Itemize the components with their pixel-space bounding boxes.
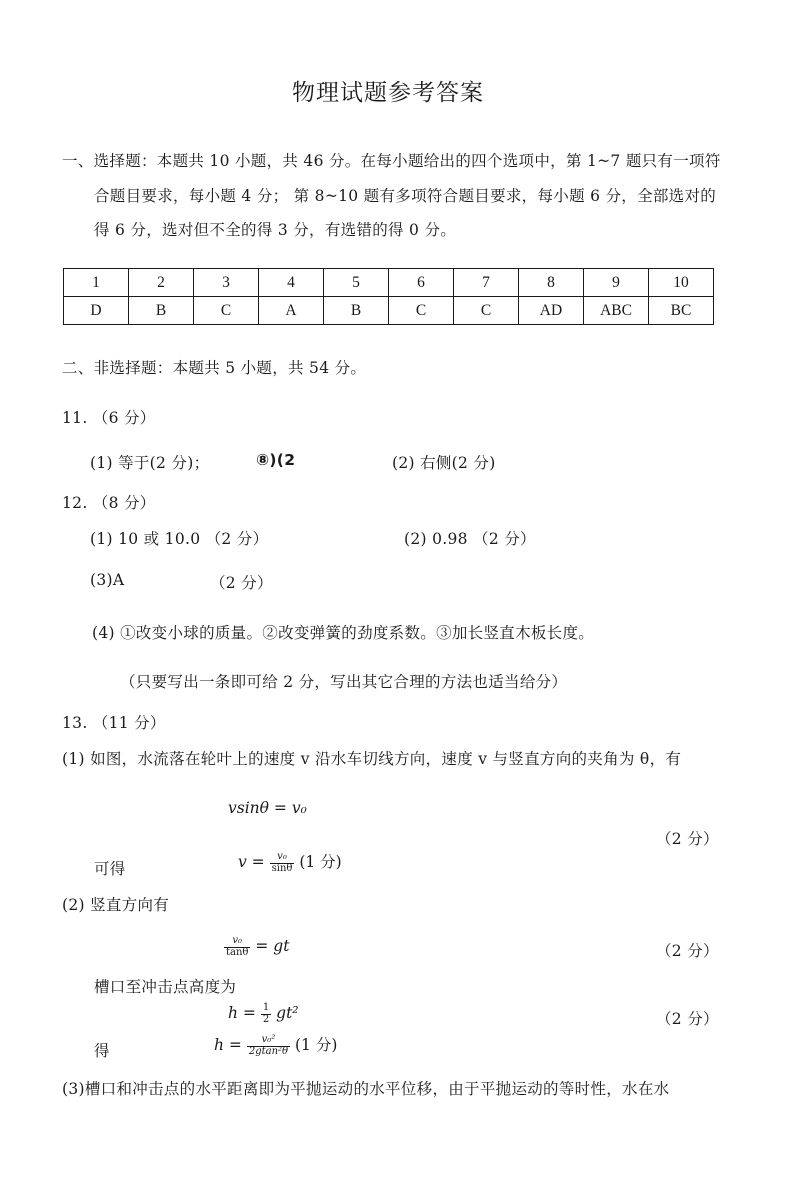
eq5-denominator: 2gtan²θ xyxy=(248,1045,289,1057)
q12-part3-label: (3)A xyxy=(90,571,125,589)
question-number: 8 xyxy=(519,269,584,297)
q13-part1: (1) 如图，水流落在轮叶上的速度 v 沿水车切线方向，速度 v 与竖直方向的夹角为 θ，有 xyxy=(62,750,682,768)
eq4-numerator: 1 xyxy=(262,1002,270,1013)
answer-table xyxy=(63,268,714,325)
q12-part4: (4) ①改变小球的质量。②改变弹簧的劲度系数。③加长竖直木板长度。 xyxy=(92,624,595,642)
eq3-denominator: tanθ xyxy=(226,946,249,958)
q11-part1: (1) 等于(2 分)； xyxy=(90,454,210,472)
section1-line1: 一、选择题：本题共 10 小题，共 46 分。在每小题给出的四个选项中，第 1~7 题只有一项符 xyxy=(62,152,721,170)
question-number: 6 xyxy=(389,269,454,297)
q11-part1-garbled: ⑧)(2 xyxy=(256,451,296,469)
answer-cell: ABC xyxy=(584,297,649,325)
eq3-rhs: = gt xyxy=(255,937,290,955)
eq5-numerator: v₀² xyxy=(247,1035,290,1047)
q13-equation-4 xyxy=(228,1003,299,1025)
answer-table-number-row xyxy=(64,269,714,297)
section1-line2: 合题目要求，每小题 4 分； 第 8~10 题有多项符合题目要求，每小题 6 分，全部选对的 xyxy=(94,187,717,205)
q13-caokou-label: 槽口至冲击点高度为 xyxy=(94,978,237,996)
q13-part2: (2) 竖直方向有 xyxy=(62,896,170,914)
q13-part3: (3)槽口和冲击点的水平距离即为平抛运动的水平位移，由于平抛运动的等时性，水在水 xyxy=(62,1080,670,1098)
q13-kede-label: 可得 xyxy=(94,860,126,878)
page-title: 物理试题参考答案 xyxy=(292,80,484,106)
q13-equation-5 xyxy=(214,1033,337,1057)
answer-table-answer-row xyxy=(64,297,714,325)
answer-cell: B xyxy=(129,297,194,325)
section1-line3: 得 6 分，选对但不全的得 3 分，有选错的得 0 分。 xyxy=(94,221,457,239)
eq4-denominator: 2 xyxy=(262,1013,270,1025)
eq4-fraction xyxy=(261,1003,271,1025)
question-number: 4 xyxy=(259,269,324,297)
q12-part1: (1) 10 或 10.0 （2 分） xyxy=(90,530,269,548)
question-number: 2 xyxy=(129,269,194,297)
q12-part2: (2) 0.98 （2 分） xyxy=(404,530,536,548)
answer-cell: BC xyxy=(649,297,714,325)
q13-score-eq1: （2 分） xyxy=(656,830,719,848)
answer-cell: A xyxy=(259,297,324,325)
question-number: 7 xyxy=(454,269,519,297)
answer-cell: AD xyxy=(519,297,584,325)
eq2-denominator: sinθ xyxy=(271,862,293,874)
eq3-numerator: v₀ xyxy=(224,936,250,948)
eq2-lhs: v = xyxy=(238,853,265,871)
eq5-fraction xyxy=(247,1035,290,1057)
answer-cell: C xyxy=(194,297,259,325)
q12-heading: 12. （8 分） xyxy=(62,494,156,512)
eq2-fraction xyxy=(270,852,295,874)
q11-part2: (2) 右侧(2 分) xyxy=(392,454,496,472)
q13-score-eq3: （2 分） xyxy=(656,942,719,960)
eq5-lhs: h = xyxy=(214,1036,242,1054)
question-number: 1 xyxy=(64,269,129,297)
eq2-score: (1 分) xyxy=(299,853,342,871)
q13-equation-2 xyxy=(238,850,342,874)
answer-cell: C xyxy=(389,297,454,325)
eq4-lhs: h = xyxy=(228,1004,256,1022)
question-number: 10 xyxy=(649,269,714,297)
q11-heading: 11. （6 分） xyxy=(62,409,156,427)
question-number: 9 xyxy=(584,269,649,297)
question-number: 3 xyxy=(194,269,259,297)
q13-equation-1: vsinθ = v₀ xyxy=(228,799,307,817)
q12-note: （只要写出一条即可给 2 分，写出其它合理的方法也适当给分） xyxy=(120,673,568,691)
section2-heading: 二、非选择题：本题共 5 小题，共 54 分。 xyxy=(62,359,367,377)
q12-part3-score: （2 分） xyxy=(210,574,273,592)
q13-de-label: 得 xyxy=(94,1042,110,1060)
q13-heading: 13. （11 分） xyxy=(62,714,166,732)
answer-cell: C xyxy=(454,297,519,325)
eq4-rhs: gt² xyxy=(276,1004,299,1022)
eq2-numerator: v₀ xyxy=(270,852,295,864)
question-number: 5 xyxy=(324,269,389,297)
answer-cell: D xyxy=(64,297,129,325)
eq5-score: (1 分) xyxy=(295,1036,338,1054)
answer-cell: B xyxy=(324,297,389,325)
q13-equation-3 xyxy=(224,936,289,958)
eq3-fraction xyxy=(224,936,250,958)
q13-score-eq4: （2 分） xyxy=(656,1010,719,1028)
